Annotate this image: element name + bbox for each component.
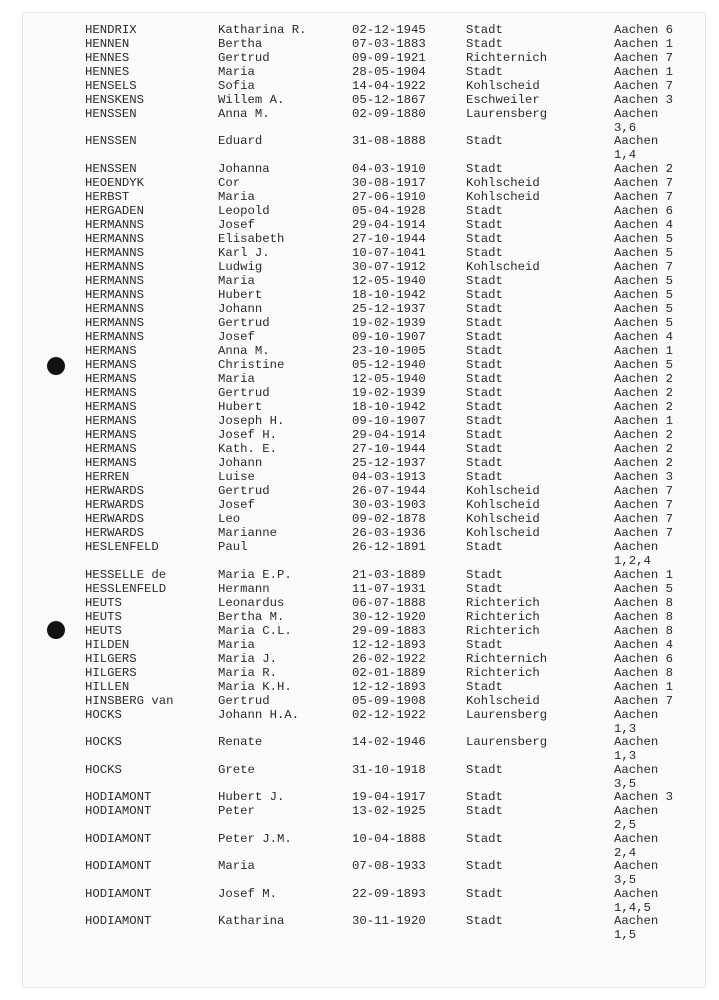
given-name-cell: Elisabeth — [218, 232, 285, 246]
given-name-cell: Maria J. — [218, 652, 278, 666]
given-name-cell: Gertrud — [218, 316, 270, 330]
date-cell: 02-12-1945 — [352, 23, 426, 37]
given-name-cell: Josef — [218, 330, 255, 344]
surname-cell: HERWARDS — [85, 512, 145, 526]
date-cell: 25-12-1937 — [352, 302, 426, 316]
surname-cell: HERREN — [85, 470, 130, 484]
city-cell: Aachen 8 — [614, 624, 674, 638]
surname-cell: HEOENDYK — [85, 176, 145, 190]
given-name-cell: Grete — [218, 763, 255, 777]
place-cell: Stadt — [466, 638, 503, 652]
surname-cell: HODIAMONT — [85, 832, 152, 846]
surname-cell: HODIAMONT — [85, 859, 152, 873]
date-cell: 26-07-1944 — [352, 484, 426, 498]
surname-cell: HERGADEN — [85, 204, 145, 218]
place-cell: Richterich — [466, 596, 540, 610]
place-cell: Stadt — [466, 358, 503, 372]
date-cell: 21-03-1889 — [352, 568, 426, 582]
date-cell: 11-07-1931 — [352, 582, 426, 596]
given-name-cell: Peter — [218, 804, 255, 818]
place-cell: Kohlscheid — [466, 484, 540, 498]
city-cell: Aachen 5 — [614, 274, 674, 288]
given-name-cell: Maria — [218, 190, 255, 204]
city-cell: Aachen 3 — [614, 93, 674, 107]
city-cell: Aachen 5 — [614, 316, 674, 330]
date-cell: 23-10-1905 — [352, 344, 426, 358]
city-cell: Aachen 7 — [614, 498, 674, 512]
given-name-cell: Gertrud — [218, 386, 270, 400]
date-cell: 05-12-1940 — [352, 358, 426, 372]
date-cell: 25-12-1937 — [352, 456, 426, 470]
surname-cell: HERMANS — [85, 428, 137, 442]
given-name-cell: Johann — [218, 456, 263, 470]
surname-cell: HERWARDS — [85, 526, 145, 540]
date-cell: 04-03-1913 — [352, 470, 426, 484]
place-cell: Richternich — [466, 51, 548, 65]
surname-cell: HENNES — [85, 65, 130, 79]
given-name-cell: Bertha — [218, 37, 263, 51]
date-cell: 29-04-1914 — [352, 428, 426, 442]
date-cell: 12-12-1893 — [352, 638, 426, 652]
place-cell: Kohlscheid — [466, 260, 540, 274]
city-cell: Aachen 2 — [614, 456, 674, 470]
city-cell: Aachen 7 — [614, 694, 674, 708]
city-cell: Aachen 7 — [614, 176, 674, 190]
surname-cell: HERMANNS — [85, 260, 145, 274]
date-cell: 28-05-1904 — [352, 65, 426, 79]
place-cell: Stadt — [466, 470, 503, 484]
surname-cell: HOCKS — [85, 763, 122, 777]
place-cell: Richterich — [466, 624, 540, 638]
given-name-cell: Josef M. — [218, 887, 278, 901]
given-name-cell: Katharina R. — [218, 23, 307, 37]
given-name-cell: Renate — [218, 735, 263, 749]
surname-cell: HILGERS — [85, 652, 137, 666]
surname-cell: HILLEN — [85, 680, 130, 694]
place-cell: Stadt — [466, 232, 503, 246]
given-name-cell: Maria — [218, 859, 255, 873]
place-cell: Kohlscheid — [466, 79, 540, 93]
place-cell: Stadt — [466, 330, 503, 344]
surname-cell: HENSELS — [85, 79, 137, 93]
date-cell: 19-02-1939 — [352, 386, 426, 400]
date-cell: 27-06-1910 — [352, 190, 426, 204]
given-name-cell: Maria E.P. — [218, 568, 292, 582]
surname-cell: HERWARDS — [85, 498, 145, 512]
given-name-cell: Anna M. — [218, 344, 270, 358]
place-cell: Stadt — [466, 372, 503, 386]
date-cell: 09-09-1921 — [352, 51, 426, 65]
place-cell: Kohlscheid — [466, 526, 540, 540]
surname-cell: HODIAMONT — [85, 790, 152, 804]
surname-cell: HERMANS — [85, 386, 137, 400]
date-cell: 12-05-1940 — [352, 372, 426, 386]
city-cell: Aachen 2,4 — [614, 832, 659, 860]
surname-cell: HOCKS — [85, 708, 122, 722]
place-cell: Stadt — [466, 914, 503, 928]
place-cell: Stadt — [466, 456, 503, 470]
given-name-cell: Gertrud — [218, 694, 270, 708]
place-cell: Stadt — [466, 804, 503, 818]
city-cell: Aachen 7 — [614, 260, 674, 274]
place-cell: Stadt — [466, 428, 503, 442]
place-cell: Kohlscheid — [466, 176, 540, 190]
city-cell: Aachen 5 — [614, 582, 674, 596]
surname-cell: HILGERS — [85, 666, 137, 680]
surname-cell: HERMANNS — [85, 232, 145, 246]
city-cell: Aachen 5 — [614, 288, 674, 302]
surname-cell: HEUTS — [85, 596, 122, 610]
city-cell: Aachen 1,3 — [614, 735, 659, 763]
date-cell: 12-12-1893 — [352, 680, 426, 694]
date-cell: 09-02-1878 — [352, 512, 426, 526]
date-cell: 05-09-1908 — [352, 694, 426, 708]
date-cell: 02-12-1922 — [352, 708, 426, 722]
place-cell: Eschweiler — [466, 93, 540, 107]
date-cell: 30-12-1920 — [352, 610, 426, 624]
given-name-cell: Josef H. — [218, 428, 278, 442]
city-cell: Aachen 2 — [614, 442, 674, 456]
surname-cell: HESSELLE de — [85, 568, 167, 582]
date-cell: 30-08-1917 — [352, 176, 426, 190]
given-name-cell: Willem A. — [218, 93, 285, 107]
place-cell: Stadt — [466, 582, 503, 596]
given-name-cell: Gertrud — [218, 484, 270, 498]
given-name-cell: Anna M. — [218, 107, 270, 121]
city-cell: Aachen 1 — [614, 37, 674, 51]
surname-cell: HERMANNS — [85, 246, 145, 260]
date-cell: 05-04-1928 — [352, 204, 426, 218]
city-cell: Aachen 5 — [614, 302, 674, 316]
place-cell: Kohlscheid — [466, 498, 540, 512]
city-cell: Aachen 1,5 — [614, 914, 659, 942]
date-cell: 26-03-1936 — [352, 526, 426, 540]
date-cell: 30-03-1903 — [352, 498, 426, 512]
surname-cell: HOCKS — [85, 735, 122, 749]
place-cell: Richternich — [466, 652, 548, 666]
given-name-cell: Katharina — [218, 914, 285, 928]
date-cell: 26-12-1891 — [352, 540, 426, 554]
date-cell: 19-04-1917 — [352, 790, 426, 804]
date-cell: 02-01-1889 — [352, 666, 426, 680]
city-cell: Aachen 1,2,4 — [614, 540, 659, 568]
surname-cell: HENSSEN — [85, 162, 137, 176]
city-cell: Aachen 3,5 — [614, 859, 659, 887]
city-cell: Aachen 3,5 — [614, 763, 659, 791]
given-name-cell: Hubert J. — [218, 790, 285, 804]
date-cell: 07-03-1883 — [352, 37, 426, 51]
given-name-cell: Maria — [218, 372, 255, 386]
given-name-cell: Josef — [218, 498, 255, 512]
city-cell: Aachen 7 — [614, 190, 674, 204]
given-name-cell: Hubert — [218, 288, 263, 302]
city-cell: Aachen 7 — [614, 51, 674, 65]
date-cell: 29-09-1883 — [352, 624, 426, 638]
place-cell: Stadt — [466, 162, 503, 176]
place-cell: Stadt — [466, 302, 503, 316]
surname-cell: HENSSEN — [85, 134, 137, 148]
city-cell: Aachen 6 — [614, 204, 674, 218]
city-cell: Aachen 6 — [614, 23, 674, 37]
surname-cell: HESSLENFELD — [85, 582, 167, 596]
place-cell: Richterich — [466, 610, 540, 624]
city-cell: Aachen 1 — [614, 568, 674, 582]
city-cell: Aachen 4 — [614, 330, 674, 344]
city-cell: Aachen 1,4,5 — [614, 887, 659, 915]
place-cell: Kohlscheid — [466, 512, 540, 526]
place-cell: Stadt — [466, 887, 503, 901]
place-cell: Kohlscheid — [466, 694, 540, 708]
date-cell: 30-07-1912 — [352, 260, 426, 274]
place-cell: Richterich — [466, 666, 540, 680]
date-cell: 04-03-1910 — [352, 162, 426, 176]
city-cell: Aachen 5 — [614, 246, 674, 260]
given-name-cell: Maria K.H. — [218, 680, 292, 694]
city-cell: Aachen 1 — [614, 344, 674, 358]
date-cell: 09-10-1907 — [352, 414, 426, 428]
date-cell: 18-10-1942 — [352, 288, 426, 302]
surname-cell: HERMANNS — [85, 218, 145, 232]
place-cell: Stadt — [466, 763, 503, 777]
given-name-cell: Karl J. — [218, 246, 270, 260]
date-cell: 12-05-1940 — [352, 274, 426, 288]
surname-cell: HERMANS — [85, 344, 137, 358]
place-cell: Stadt — [466, 246, 503, 260]
city-cell: Aachen 2 — [614, 386, 674, 400]
date-cell: 30-11-1920 — [352, 914, 426, 928]
place-cell: Stadt — [466, 134, 503, 148]
city-cell: Aachen 2,5 — [614, 804, 659, 832]
city-cell: Aachen 1,3 — [614, 708, 659, 736]
surname-cell: HEUTS — [85, 624, 122, 638]
given-name-cell: Johanna — [218, 162, 270, 176]
punch-hole — [47, 357, 65, 375]
surname-cell: HENSKENS — [85, 93, 145, 107]
surname-cell: HILDEN — [85, 638, 130, 652]
city-cell: Aachen 5 — [614, 358, 674, 372]
punch-hole — [47, 621, 65, 639]
given-name-cell: Leonardus — [218, 596, 285, 610]
city-cell: Aachen 3 — [614, 470, 674, 484]
given-name-cell: Cor — [218, 176, 241, 190]
given-name-cell: Maria R. — [218, 666, 278, 680]
city-cell: Aachen 8 — [614, 596, 674, 610]
given-name-cell: Bertha M. — [218, 610, 285, 624]
given-name-cell: Paul — [218, 540, 248, 554]
date-cell: 27-10-1944 — [352, 232, 426, 246]
date-cell: 05-12-1867 — [352, 93, 426, 107]
city-cell: Aachen 5 — [614, 232, 674, 246]
given-name-cell: Eduard — [218, 134, 263, 148]
place-cell: Stadt — [466, 832, 503, 846]
place-cell: Stadt — [466, 859, 503, 873]
surname-cell: HENNES — [85, 51, 130, 65]
city-cell: Aachen 7 — [614, 484, 674, 498]
given-name-cell: Johann — [218, 302, 263, 316]
place-cell: Stadt — [466, 790, 503, 804]
city-cell: Aachen 8 — [614, 666, 674, 680]
date-cell: 14-04-1922 — [352, 79, 426, 93]
given-name-cell: Ludwig — [218, 260, 263, 274]
surname-cell: HERMANNS — [85, 302, 145, 316]
given-name-cell: Maria C.L. — [218, 624, 292, 638]
surname-cell: HODIAMONT — [85, 914, 152, 928]
place-cell: Stadt — [466, 65, 503, 79]
surname-cell: HERMANNS — [85, 330, 145, 344]
city-cell: Aachen 3,6 — [614, 107, 659, 135]
surname-cell: HERMANS — [85, 414, 137, 428]
date-cell: 07-08-1933 — [352, 859, 426, 873]
given-name-cell: Gertrud — [218, 51, 270, 65]
date-cell: 13-02-1925 — [352, 804, 426, 818]
given-name-cell: Kath. E. — [218, 442, 278, 456]
place-cell: Laurensberg — [466, 107, 548, 121]
surname-cell: HERBST — [85, 190, 130, 204]
surname-cell: HENNEN — [85, 37, 130, 51]
city-cell: Aachen 2 — [614, 428, 674, 442]
given-name-cell: Maria — [218, 274, 255, 288]
place-cell: Stadt — [466, 568, 503, 582]
surname-cell: HERMANNS — [85, 274, 145, 288]
given-name-cell: Josef — [218, 218, 255, 232]
city-cell: Aachen 1,4 — [614, 134, 659, 162]
place-cell: Stadt — [466, 316, 503, 330]
city-cell: Aachen 1 — [614, 65, 674, 79]
date-cell: 19-02-1939 — [352, 316, 426, 330]
date-cell: 31-10-1918 — [352, 763, 426, 777]
given-name-cell: Hermann — [218, 582, 270, 596]
surname-cell: HERMANS — [85, 358, 137, 372]
place-cell: Stadt — [466, 274, 503, 288]
date-cell: 10-07-1041 — [352, 246, 426, 260]
given-name-cell: Marianne — [218, 526, 278, 540]
city-cell: Aachen 7 — [614, 526, 674, 540]
date-cell: 06-07-1888 — [352, 596, 426, 610]
place-cell: Laurensberg — [466, 735, 548, 749]
given-name-cell: Johann H.A. — [218, 708, 300, 722]
surname-cell: HERMANS — [85, 372, 137, 386]
place-cell: Stadt — [466, 344, 503, 358]
city-cell: Aachen 1 — [614, 414, 674, 428]
place-cell: Stadt — [466, 23, 503, 37]
date-cell: 22-09-1893 — [352, 887, 426, 901]
place-cell: Stadt — [466, 288, 503, 302]
place-cell: Stadt — [466, 386, 503, 400]
surname-cell: HODIAMONT — [85, 887, 152, 901]
date-cell: 27-10-1944 — [352, 442, 426, 456]
surname-cell: HEUTS — [85, 610, 122, 624]
given-name-cell: Leo — [218, 512, 241, 526]
date-cell: 14-02-1946 — [352, 735, 426, 749]
surname-cell: HERMANNS — [85, 316, 145, 330]
surname-cell: HODIAMONT — [85, 804, 152, 818]
place-cell: Kohlscheid — [466, 190, 540, 204]
date-cell: 02-09-1880 — [352, 107, 426, 121]
city-cell: Aachen 4 — [614, 638, 674, 652]
place-cell: Stadt — [466, 680, 503, 694]
surname-cell: HERWARDS — [85, 484, 145, 498]
given-name-cell: Luise — [218, 470, 255, 484]
city-cell: Aachen 4 — [614, 218, 674, 232]
place-cell: Stadt — [466, 218, 503, 232]
place-cell: Stadt — [466, 414, 503, 428]
place-cell: Stadt — [466, 540, 503, 554]
place-cell: Laurensberg — [466, 708, 548, 722]
date-cell: 10-04-1888 — [352, 832, 426, 846]
surname-cell: HERMANS — [85, 456, 137, 470]
surname-cell: HESLENFELD — [85, 540, 159, 554]
surname-cell: HERMANNS — [85, 288, 145, 302]
place-cell: Stadt — [466, 442, 503, 456]
date-cell: 29-04-1914 — [352, 218, 426, 232]
city-cell: Aachen 6 — [614, 652, 674, 666]
given-name-cell: Maria — [218, 638, 255, 652]
city-cell: Aachen 3 — [614, 790, 674, 804]
city-cell: Aachen 2 — [614, 162, 674, 176]
given-name-cell: Sofia — [218, 79, 255, 93]
date-cell: 09-10-1907 — [352, 330, 426, 344]
surname-cell: HERMANS — [85, 400, 137, 414]
given-name-cell: Joseph H. — [218, 414, 285, 428]
given-name-cell: Maria — [218, 65, 255, 79]
given-name-cell: Hubert — [218, 400, 263, 414]
city-cell: Aachen 2 — [614, 400, 674, 414]
date-cell: 31-08-1888 — [352, 134, 426, 148]
date-cell: 18-10-1942 — [352, 400, 426, 414]
surname-cell: HERMANS — [85, 442, 137, 456]
city-cell: Aachen 2 — [614, 372, 674, 386]
given-name-cell: Christine — [218, 358, 285, 372]
city-cell: Aachen 8 — [614, 610, 674, 624]
surname-cell: HINSBERG van — [85, 694, 174, 708]
place-cell: Stadt — [466, 204, 503, 218]
surname-cell: HENDRIX — [85, 23, 137, 37]
place-cell: Stadt — [466, 37, 503, 51]
date-cell: 26-02-1922 — [352, 652, 426, 666]
city-cell: Aachen 7 — [614, 79, 674, 93]
place-cell: Stadt — [466, 400, 503, 414]
given-name-cell: Leopold — [218, 204, 270, 218]
given-name-cell: Peter J.M. — [218, 832, 292, 846]
city-cell: Aachen 1 — [614, 680, 674, 694]
surname-cell: HENSSEN — [85, 107, 137, 121]
city-cell: Aachen 7 — [614, 512, 674, 526]
